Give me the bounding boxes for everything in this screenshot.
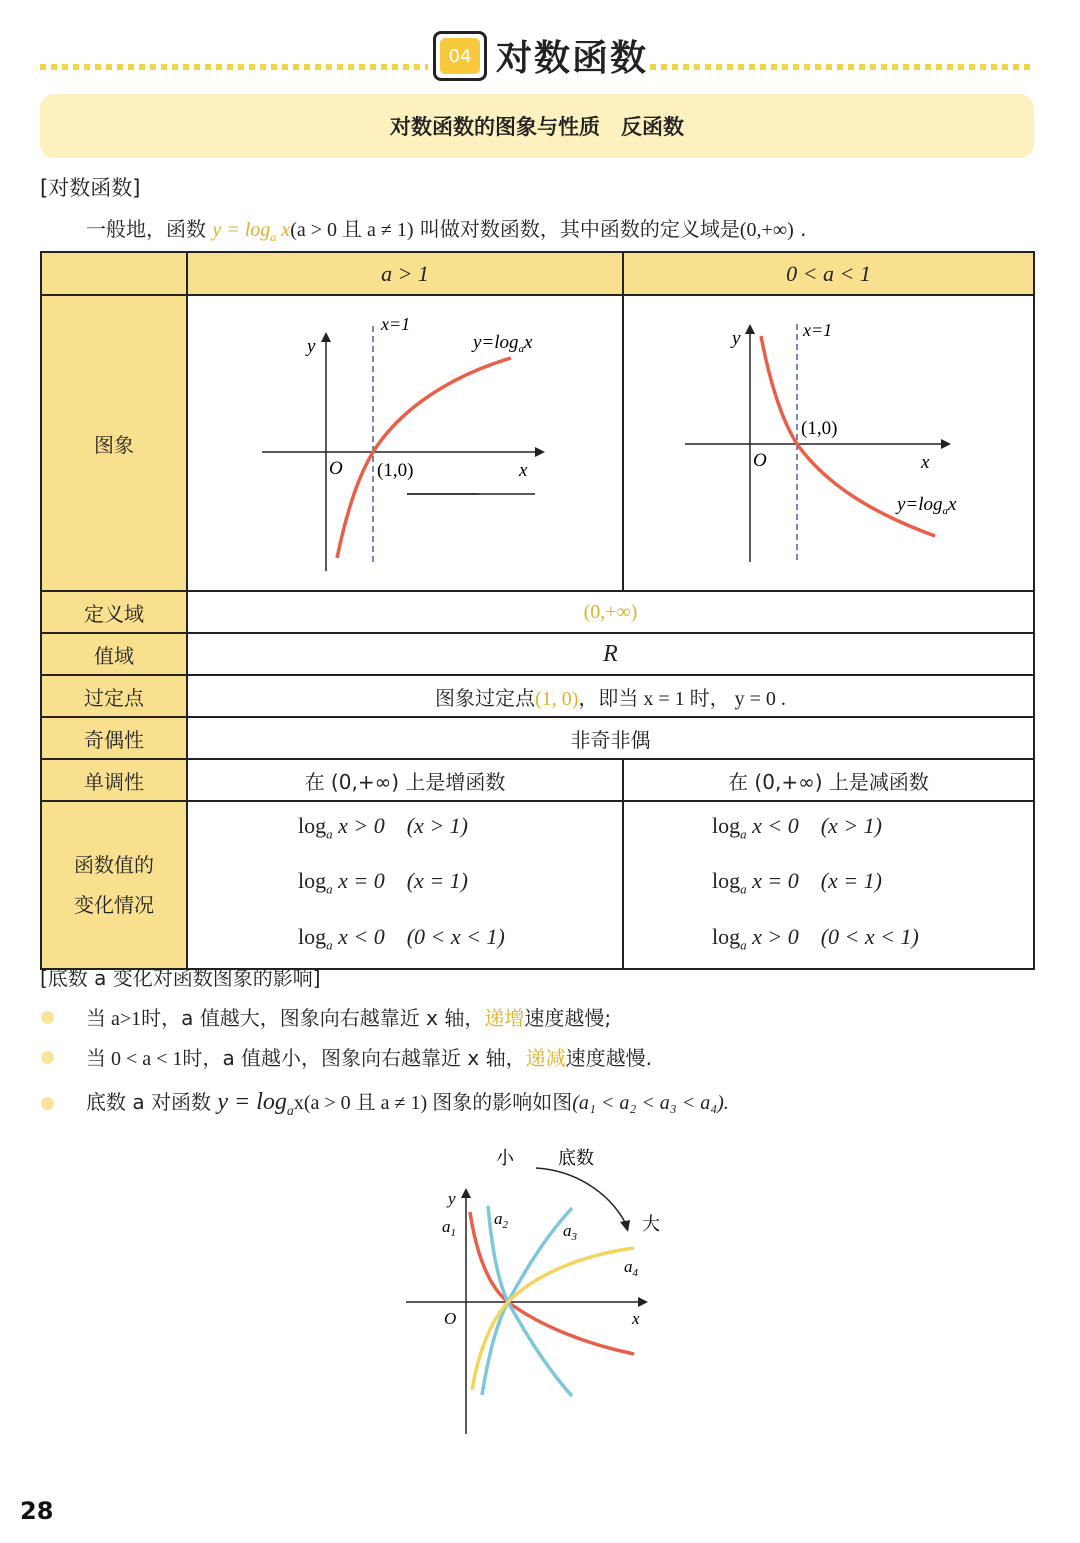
label-large: 大 — [642, 1214, 660, 1234]
decorative-dotted-line-right — [650, 64, 1035, 70]
graph-a-gt-1-cell — [187, 295, 623, 591]
row-label-monotonicity: 单调性 — [41, 759, 187, 801]
bullet-dot — [41, 1051, 54, 1064]
curve-label-a4: $a_4$ — [624, 1257, 638, 1279]
curve-a2 — [488, 1206, 572, 1396]
section-heading-base-effect: [底数 a 变化对函数图象的影响] — [40, 966, 321, 990]
intro-suffix: 叫做对数函数，其中函数的定义域是 — [419, 217, 740, 241]
inequality-row: $\log_a x < 0$ (x > 1) — [712, 813, 882, 842]
fixed-point-label: (1,0) — [801, 418, 838, 439]
chapter-title: 对数函数 — [496, 38, 649, 79]
graph-a-lt-1 — [625, 296, 1032, 585]
base-effect-figure — [400, 1140, 670, 1440]
value-change-a-gt-1 — [187, 801, 623, 969]
label-base: 底数 — [558, 1148, 594, 1168]
y-axis-label: y — [732, 328, 741, 349]
row-label-parity: 奇偶性 — [41, 717, 187, 759]
fixed-point-suffix: ，即当 x = 1 时， y = 0 . — [578, 687, 786, 710]
banner-title: 对数函数的图象与性质 反函数 — [390, 115, 684, 139]
y-axis-label: y — [307, 336, 316, 357]
domain-value: (0,+∞) — [187, 591, 1034, 633]
curve-label-a2: $a_2$ — [494, 1209, 508, 1231]
inequality-row: $\log_a x = 0$ (x = 1) — [298, 868, 468, 897]
row-label-domain: 定义域 — [41, 591, 187, 633]
fixed-point-prefix: 图象过定点 — [435, 685, 536, 710]
col-header-a-gt-1: a > 1 — [187, 252, 623, 295]
increasing-log-curve — [337, 358, 511, 558]
decorative-dotted-line-left — [40, 64, 428, 70]
bullet-dot — [41, 1097, 54, 1110]
intro-paragraph — [86, 213, 806, 245]
asymptote-label: x=1 — [381, 314, 411, 334]
inequality-row: $\log_a x = 0$ (x = 1) — [712, 868, 882, 897]
x-axis-label: x — [519, 460, 528, 481]
graph-a-gt-1 — [189, 296, 621, 585]
curve-label-a1: $a_1$ — [442, 1217, 456, 1239]
page-number: 28 — [20, 1497, 54, 1525]
chapter-number: 04 — [448, 45, 472, 67]
intro-condition: (a > 0 且 a ≠ 1) — [290, 219, 414, 241]
col-header-a-lt-1: 0 < a < 1 — [623, 252, 1034, 295]
monotonicity-increasing: 在 (0,+∞) 上是增函数 — [187, 759, 623, 801]
y-axis-label: y — [448, 1189, 456, 1208]
inequality-row: $\log_a x > 0$ (0 < x < 1) — [712, 923, 919, 953]
bullet-item-3: 底数 a 对函数 $y = \log_ax(a > 0$ 且 a ≠ 1) 图象的影响如图(a₁ < a₂ < a₃ < a₄). — [86, 1089, 729, 1119]
table-corner-cell — [41, 252, 187, 295]
label-small: 小 — [496, 1148, 514, 1168]
section-banner — [40, 94, 1034, 158]
section-heading-log-function: [对数函数] — [40, 176, 141, 200]
curve-label: $y=\log_ax$ — [897, 494, 957, 517]
chapter-number-badge — [433, 31, 487, 81]
direction-arrow — [536, 1168, 626, 1224]
parity-value: 非奇非偶 — [187, 717, 1034, 759]
monotonicity-decreasing: 在 (0,+∞) 上是减函数 — [623, 759, 1034, 801]
bullet-item-2: 当 0 < a < 1时，a 值越小，图象向右越靠近 x 轴，递减速度越慢. — [86, 1046, 652, 1070]
intro-domain: (0,+∞) — [739, 219, 794, 241]
inequality-row: $\log_a x < 0$ (0 < x < 1) — [298, 923, 505, 953]
bullet-item-1: 当 a>1时，a 值越大，图象向右越靠近 x 轴，递增速度越慢; — [86, 1006, 612, 1030]
intro-formula: $y = \log_a x$ — [212, 219, 291, 244]
inequality-row: $\log_a x > 0$ (x > 1) — [298, 813, 468, 842]
intro-prefix: 一般地，函数 — [86, 217, 206, 241]
bullet-dot — [41, 1011, 54, 1024]
x-axis-label: x — [632, 1309, 640, 1328]
origin-label: O — [444, 1309, 457, 1328]
origin-label: O — [329, 458, 343, 479]
origin-label: O — [753, 450, 767, 471]
properties-table — [40, 251, 1035, 970]
fixed-point-value: (1, 0) — [535, 687, 579, 710]
graph-a-lt-1-cell — [623, 295, 1034, 591]
row-label-graph: 图象 — [41, 295, 187, 591]
intro-end: . — [800, 217, 807, 241]
fixed-point-cell — [187, 675, 1034, 717]
value-change-a-lt-1 — [623, 801, 1034, 969]
x-axis-label: x — [921, 452, 930, 473]
row-label-value-change: 函数值的 变化情况 — [41, 801, 187, 969]
asymptote-label: x=1 — [803, 320, 833, 340]
fixed-point-label: (1,0) — [377, 460, 414, 481]
curve-label: $y=\log_ax$ — [473, 332, 533, 355]
row-label-fixed-point: 过定点 — [41, 675, 187, 717]
row-label-range: 值域 — [41, 633, 187, 675]
curve-label-a3: $a_3$ — [563, 1221, 577, 1243]
range-value: R — [187, 633, 1034, 675]
